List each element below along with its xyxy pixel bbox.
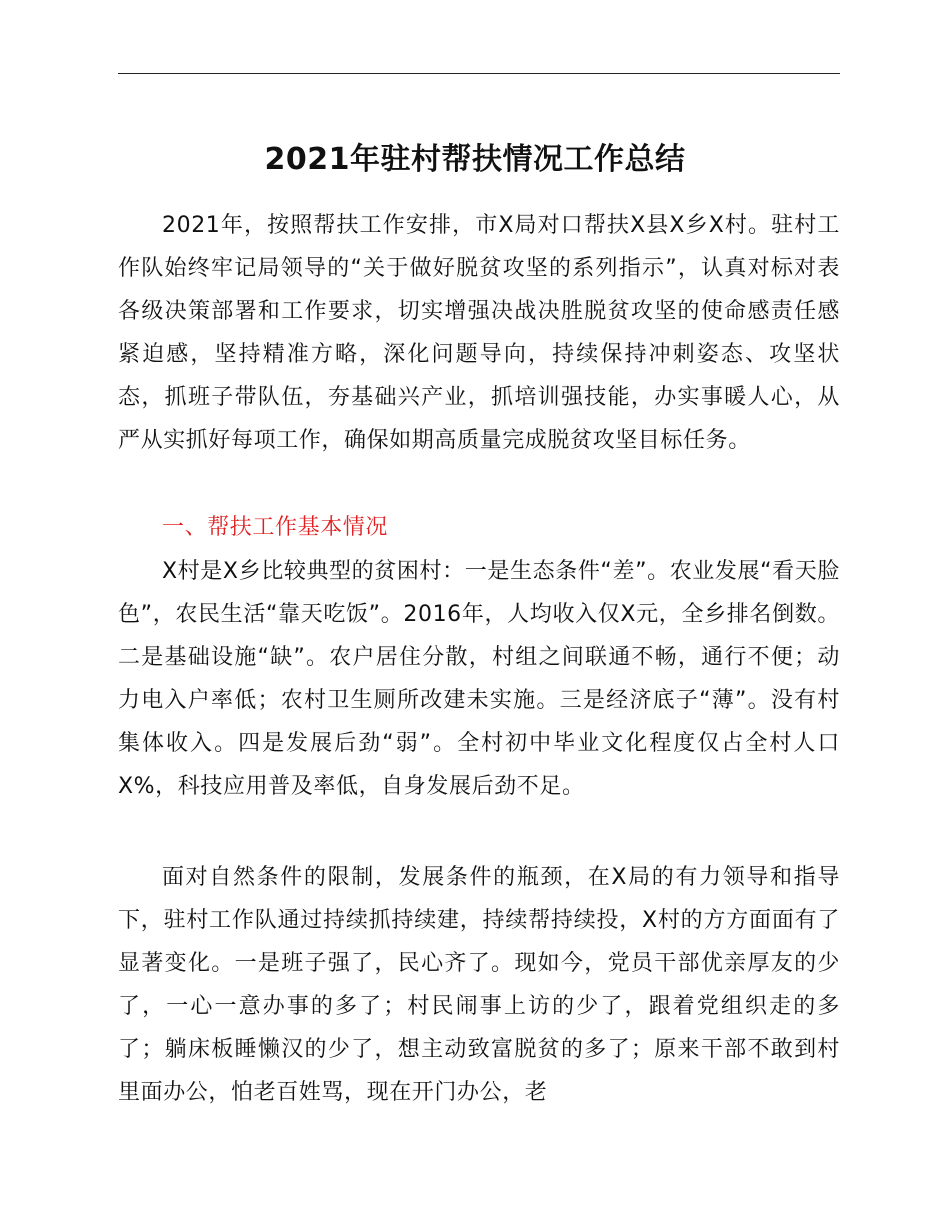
section-1-paragraph-2: 面对自然条件的限制，发展条件的瓶颈，在X局的有力领导和指导下，驻村工作队通过持续抓持续建，持续帮持续投，X村的方方面面有了显著变化。一是班子强了，民心齐了。现如今，党员干部优亲厚友的少了，一心一意办事的多了；村民闹事上访的少了，跟着党组织走的多了；躺床板睡懒汉的少了，想主动致富脱贫的多了；原来干部不敢到村里面办公，怕老百姓骂，现在开门办公，老: [118, 865, 840, 1105]
section-1-paragraph-1: X村是X乡比较典型的贫困村：一是生态条件“差”。农业发展“看天脸色”，农民生活“靠天吃饭”。2016年，人均收入仅X元，全乡排名倒数。二是基础设施“缺”。农户居住分散，村组之间联通不畅，通行不便；动力电入户率低；农村卫生厕所改建未实施。三是经济底子“薄”。没有村集体收入。四是发展后劲“弱”。全村初中毕业文化程度仅占全村人口X%，科技应用普及率低，自身发展后劲不足。: [118, 559, 840, 799]
header-rule: [118, 73, 840, 74]
intro-paragraph: 2021年，按照帮扶工作安排，市X局对口帮扶X县X乡X村。驻村工作队始终牢记局领导的“关于做好脱贫攻坚的系列指示”，认真对标对表各级决策部署和工作要求，切实增强决战决胜脱贫攻坚的使命感责任感紧迫感，坚持精准方略，深化问题导向，持续保持冲刺姿态、攻坚状态，抓班子带队伍，夯基础兴产业，抓培训强技能，办实事暖人心，从严从实抓好每项工作，确保如期高质量完成脱贫攻坚目标任务。: [118, 213, 840, 453]
section-heading-1: 一、帮扶工作基本情况: [162, 515, 389, 540]
document-title: 2021年驻村帮扶情况工作总结: [264, 142, 686, 177]
